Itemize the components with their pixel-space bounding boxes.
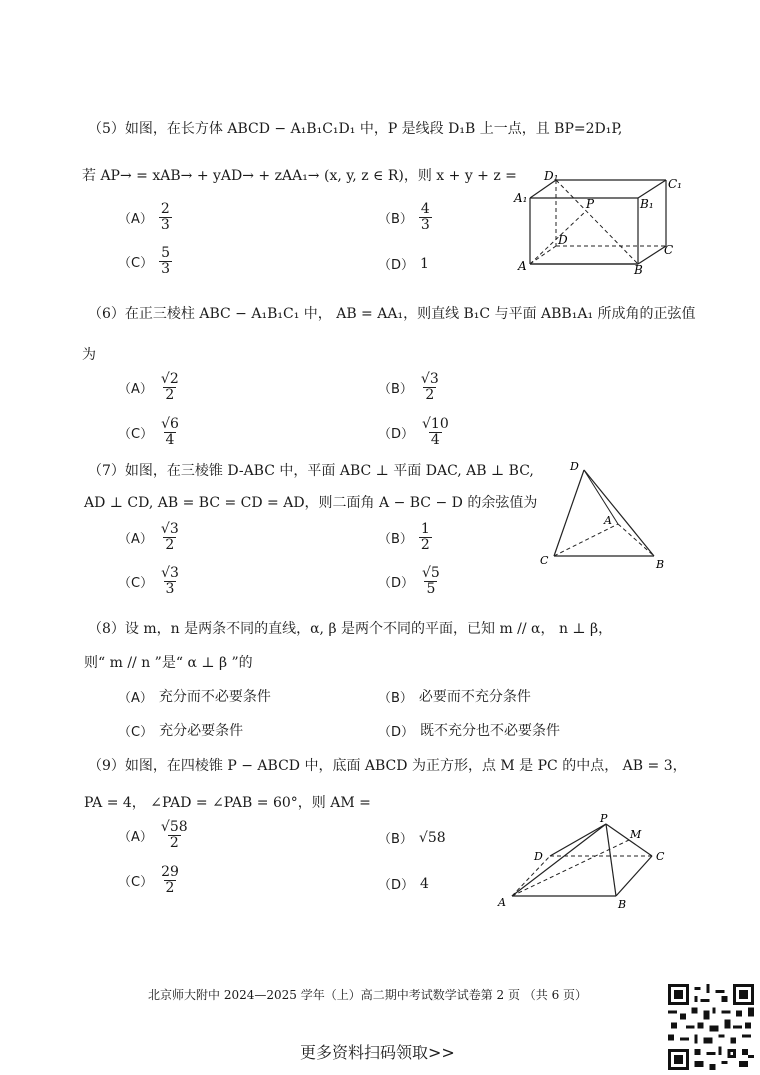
- q9-pyramid-figure: [494, 810, 676, 910]
- q6-option-a[interactable]: （A） $\frac{√2}{2}$: [118, 371, 179, 403]
- q5-option-a-fraction: $\frac{2}{3}$: [160, 201, 170, 233]
- q5-option-c-fraction: $\frac{5}{3}$: [161, 245, 170, 277]
- q9-option-c[interactable]: （C） $\frac{29}{2}$: [118, 864, 179, 896]
- q5-cuboid-figure: [508, 168, 688, 278]
- q9-option-a[interactable]: （A） $\frac{√58}{2}$: [118, 819, 188, 851]
- q9-stem-line2: PA = 4， ∠PAD = ∠PAB = 60°，则 AM =: [84, 795, 371, 811]
- q5-label-p: P: [586, 197, 595, 211]
- q5-option-b-fraction: $\frac{4}{3}$: [420, 201, 430, 233]
- q9-stem-line1: （9）如图，在四棱锥 P − ABCD 中，底面 ABCD 为正方形，点 M 是 PC 的中点， AB = 3，: [88, 758, 687, 774]
- q7-option-a-fraction: $\frac{√3}{2}$: [160, 521, 179, 553]
- q5-option-a[interactable]: （A） $\frac{2}{3}$: [118, 201, 170, 233]
- q6-option-d-fraction: $\frac{√10}{4}$: [422, 416, 449, 448]
- q9-option-b[interactable]: （B） √58: [378, 829, 446, 847]
- q5-label-b: B: [634, 263, 643, 277]
- q9-label-d: D: [534, 850, 543, 863]
- q7-stem-line1: （7）如图，在三棱锥 D-ABC 中，平面 ABC ⊥ 平面 DAC, AB ⊥ BC,: [88, 463, 534, 479]
- q9-label-b: B: [618, 898, 627, 910]
- q8-stem-line2: 则“ m // n ”是“ α ⊥ β ”的: [84, 655, 253, 671]
- q6-option-d[interactable]: （D） $\frac{√10}{4}$: [378, 416, 449, 448]
- q5-stem-line2: 若 AP→ = xAB→ + yAD→ + zAA₁→ (x, y, z ∈ R)，则 x + y + z =: [82, 168, 517, 184]
- q7-option-d-fraction: $\frac{√5}{5}$: [422, 565, 440, 597]
- q7-option-d[interactable]: （D） $\frac{√5}{5}$: [378, 565, 440, 597]
- q6-stem-line2: 为: [82, 347, 96, 363]
- q6-option-b-fraction: $\frac{√3}{2}$: [420, 371, 439, 403]
- q7-stem-line2: AD ⊥ CD, AB = BC = CD = AD，则二面角 A − BC − D 的余弦值为: [84, 495, 538, 511]
- q7-option-b[interactable]: （B） $\frac{1}{2}$: [378, 521, 430, 553]
- page-footer: 北京师大附中 2024—2025 学年（上）高二期中考试数学试卷第 2 页 （共 6 页）: [148, 988, 588, 1002]
- q5-option-d[interactable]: （D） 1: [378, 255, 429, 273]
- q7-label-d: D: [570, 460, 579, 473]
- q5-label-c1: C₁: [668, 177, 682, 191]
- q8-option-d[interactable]: （D） 既不充分也不必要条件: [378, 723, 561, 740]
- q9-option-a-fraction: $\frac{√58}{2}$: [160, 819, 188, 851]
- q7-label-b: B: [656, 558, 665, 571]
- q7-option-a[interactable]: （A） $\frac{√3}{2}$: [118, 521, 179, 553]
- q5-label-d: D: [558, 233, 568, 247]
- qr-code-icon[interactable]: [668, 984, 754, 1070]
- q9-label-m: M: [630, 828, 642, 841]
- q5-label-c: C: [664, 243, 674, 257]
- q6-option-b[interactable]: （B） $\frac{√3}{2}$: [378, 371, 439, 403]
- q9-option-c-fraction: $\frac{29}{2}$: [161, 864, 179, 896]
- q5-stem-line1: （5）如图，在长方体 ABCD − A₁B₁C₁D₁ 中，P 是线段 D₁B 上一点，且 BP=2D₁P,: [88, 121, 623, 137]
- q5-label-b1: B₁: [640, 197, 654, 211]
- q7-option-b-fraction: $\frac{1}{2}$: [420, 521, 430, 553]
- q9-label-a: A: [498, 896, 506, 909]
- q5-option-c[interactable]: （C） $\frac{5}{3}$: [118, 245, 170, 277]
- q9-label-c: C: [656, 850, 665, 863]
- q8-option-c[interactable]: （C） 充分必要条件: [118, 723, 244, 740]
- q6-stem-line1: （6）在正三棱柱 ABC − A₁B₁C₁ 中， AB = AA₁，则直线 B₁C 与平面 ABB₁A₁ 所成角的正弦值: [88, 306, 696, 322]
- more-resources-link[interactable]: 更多资料扫码领取>>: [300, 1043, 455, 1062]
- q5-label-d1: D₁: [544, 169, 559, 183]
- q7-tetrahedron-figure: [536, 458, 676, 576]
- q7-label-c: C: [540, 554, 549, 567]
- q5-option-b[interactable]: （B） $\frac{4}{3}$: [378, 201, 430, 233]
- q7-label-a: A: [604, 514, 612, 527]
- q6-option-c-fraction: $\frac{√6}{4}$: [161, 416, 179, 448]
- q8-stem-line1: （8）设 m，n 是两条不同的直线，α, β 是两个不同的平面，已知 m // α， n ⊥ β，: [88, 621, 613, 637]
- q8-option-b[interactable]: （B） 必要而不充分条件: [378, 689, 531, 706]
- q5-label-a: A: [518, 259, 527, 273]
- q7-option-c[interactable]: （C） $\frac{√3}{3}$: [118, 565, 179, 597]
- q8-option-a[interactable]: （A） 充分而不必要条件: [118, 689, 271, 706]
- q9-label-p: P: [600, 812, 608, 825]
- q6-option-c[interactable]: （C） $\frac{√6}{4}$: [118, 416, 179, 448]
- q9-option-d[interactable]: （D） 4: [378, 875, 429, 893]
- q7-option-c-fraction: $\frac{√3}{3}$: [161, 565, 179, 597]
- q6-option-a-fraction: $\frac{√2}{2}$: [160, 371, 179, 403]
- q5-label-a1: A₁: [514, 191, 528, 205]
